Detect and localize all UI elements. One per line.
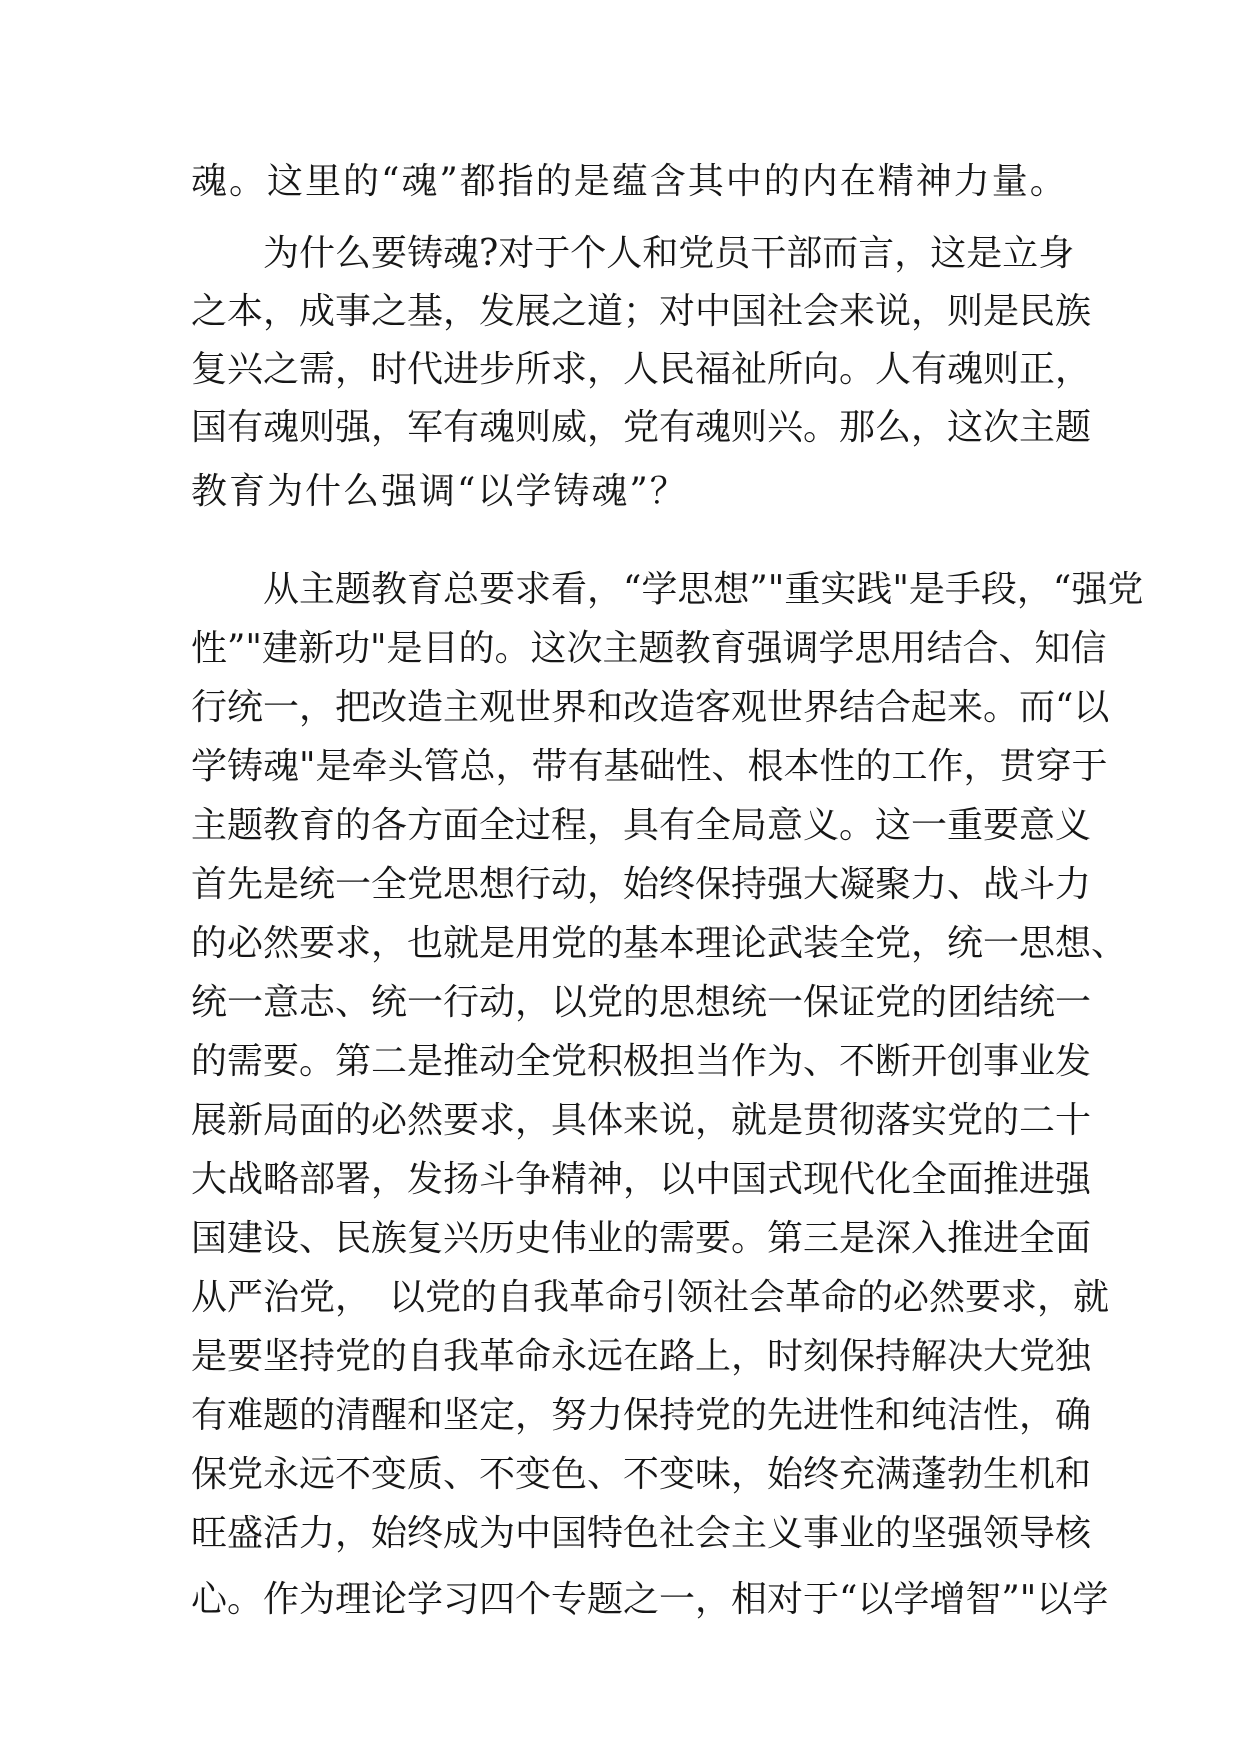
paragraph-2-line-4: 国有魂则强，军有魂则威，党有魂则兴。那么，这次主题 bbox=[191, 407, 1092, 448]
paragraph-3-line-11: 大战略部署，发扬斗争精神，以中国式现代化全面推进强 bbox=[191, 1159, 1092, 1200]
paragraph-2-line-3: 复兴之需，时代进步所求，人民福祉所向。人有魂则正， bbox=[191, 349, 1092, 390]
paragraph-3-line-3: 行统一，把改造主观世界和改造客观世界结合起来。而“以 bbox=[191, 687, 1110, 728]
paragraph-3-line-5: 主题教育的各方面全过程，具有全局意义。这一重要意义 bbox=[191, 805, 1092, 846]
paragraph-3-line-9: 的需要。第二是推动全党积极担当作为、不断开创事业发 bbox=[191, 1041, 1092, 1082]
paragraph-2-line-5: 教育为什么强调“以学铸魂”？ bbox=[191, 471, 688, 512]
paragraph-3-line-17: 旺盛活力，始终成为中国特色社会主义事业的坚强领导核 bbox=[191, 1513, 1092, 1554]
paragraph-3-line-8: 统一意志、统一行动，以党的思想统一保证党的团结统一 bbox=[191, 982, 1092, 1023]
paragraph-2-line-2: 之本，成事之基，发展之道；对中国社会来说，则是民族 bbox=[191, 291, 1092, 332]
paragraph-3-line-2: 性”"建新功"是目的。这次主题教育强调学思用结合、知信 bbox=[191, 628, 1107, 669]
paragraph-3-line-10: 展新局面的必然要求，具体来说，就是贯彻落实党的二十 bbox=[191, 1100, 1092, 1141]
paragraph-3-line-7: 的必然要求，也就是用党的基本理论武装全党，统一思想、 bbox=[191, 923, 1128, 964]
paragraph-1-line-1: 魂。这里的“魂”都指的是蕴含其中的内在精神力量。 bbox=[191, 161, 1068, 202]
paragraph-3-line-4: 学铸魂"是牵头管总，带有基础性、根本性的工作，贯穿于 bbox=[191, 746, 1108, 787]
paragraph-3-line-6: 首先是统一全党思想行动，始终保持强大凝聚力、战斗力 bbox=[191, 864, 1092, 905]
paragraph-3-line-15: 有难题的清醒和坚定，努力保持党的先进性和纯洁性，确 bbox=[191, 1395, 1092, 1436]
paragraph-2-line-1: 为什么要铸魂?对于个人和党员干部而言，这是立身 bbox=[263, 233, 1075, 274]
paragraph-3-line-18: 心。作为理论学习四个专题之一，相对于“以学增智”"以学 bbox=[191, 1579, 1109, 1620]
paragraph-3-line-16: 保党永远不变质、不变色、不变味，始终充满蓬勃生机和 bbox=[191, 1454, 1092, 1495]
paragraph-3-line-12: 国建设、民族复兴历史伟业的需要。第三是深入推进全面 bbox=[191, 1218, 1092, 1259]
paragraph-3-line-14: 是要坚持党的自我革命永远在路上，时刻保持解决大党独 bbox=[191, 1336, 1092, 1377]
paragraph-3-line-13: 从严治党， 以党的自我革命引领社会革命的必然要求，就 bbox=[191, 1277, 1110, 1318]
paragraph-3-line-1: 从主题教育总要求看，“学思想”"重实践"是手段，“强党 bbox=[263, 569, 1144, 610]
